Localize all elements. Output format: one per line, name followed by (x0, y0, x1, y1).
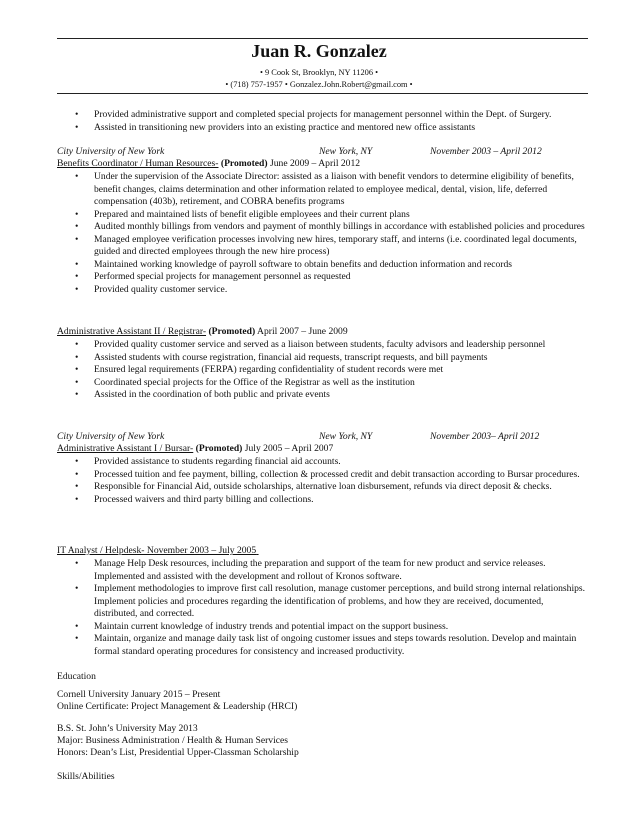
education-line: B.S. St. John’s University May 2013 (57, 723, 198, 734)
education-line: Major: Business Administration / Health & Human Services (57, 735, 289, 746)
skills-heading: Skills/Abilities (57, 771, 115, 782)
employer-dates: November 2003– April 2012 (430, 431, 540, 442)
employer-dates: November 2003 – April 2012 (430, 146, 542, 157)
employer-name: City University of New York (57, 431, 165, 442)
list-item: • Maintained working knowledge of payroll software to obtain benefits and deduction information and records (57, 259, 588, 272)
job-dates: November 2003 – July 2005 (144, 545, 257, 556)
promoted-label: (Promoted) (220, 158, 268, 169)
promoted-label: (Promoted) (208, 326, 256, 337)
list-item: • Audited monthly billings from vendors and payment of monthly billings in accordance with established policies and procedures (57, 221, 588, 234)
list-item: • Assisted students with course registration, financial aid requests, transcript requests, and bill payments (57, 352, 588, 365)
address-line: • 9 Cook St, Brooklyn, NY 11206 • (259, 68, 379, 77)
list-item: • Maintain, organize and manage daily task list of ongoing customer issues and steps towards resolution. Develop and maintain formal standard operating procedures for consistency and increased productivity. (57, 633, 588, 658)
job-bullet-list (57, 339, 588, 402)
trailing-underline (256, 545, 258, 556)
list-item: • Provided assistance to students regarding financial aid accounts. (57, 456, 588, 469)
job-title: Administrative Assistant I / Bursar- (57, 443, 194, 454)
list-item: • Implement methodologies to improve first call resolution, manage customer perceptions, and build strong internal relationships. Implement policies and procedures regarding the identification of problems, and how they are received, documented, distributed, and corrected. (57, 583, 588, 621)
header-rule (57, 93, 588, 94)
job-heading (57, 545, 588, 558)
list-item: • Provided quality customer service and served as a liaison between students, faculty advisors and leadership personnel (57, 339, 588, 352)
top-rule (57, 38, 588, 39)
job-title: IT Analyst / Helpdesk- (57, 545, 145, 556)
promoted-label: (Promoted) (195, 443, 243, 454)
list-item: • Provided administrative support and completed special projects for management personnel within the Dept. of Surgery. (57, 109, 588, 122)
list-item: • Performed special projects for management personnel as requested (57, 271, 588, 284)
job-bullet-list (57, 171, 588, 296)
education-line: Online Certificate: Project Management & Leadership (HRCI) (57, 701, 298, 712)
list-item: • Maintain current knowledge of industry trends and potential impact on the support business. (57, 621, 588, 634)
job-dates: June 2009 – April 2012 (267, 158, 361, 169)
education-line: Cornell University January 2015 – Present (57, 689, 221, 700)
job-dates: April 2007 – June 2009 (255, 326, 348, 337)
job-bullet-list (57, 558, 588, 658)
list-item: • Under the supervision of the Associate Director: assisted as a liaison with benefit vendors to determine eligibility of benefits, benefit changes, claims determination and other information related to employee medical, dental, vision, life, deferred compensation (403b), retirement, and COBRA benefits programs (57, 171, 588, 209)
top-bullet-list (57, 109, 588, 134)
education-line: Honors: Dean’s List, Presidential Upper-Classman Scholarship (57, 747, 299, 758)
list-item: • Responsible for Financial Aid, outside scholarships, alternative loan disbursement, refunds via direct deposit & checks. (57, 481, 588, 494)
list-item: • Prepared and maintained lists of benefit eligible employees and their current plans (57, 209, 588, 222)
job-title: Administrative Assistant II / Registrar- (57, 326, 207, 337)
candidate-name: Juan R. Gonzalez (251, 41, 387, 61)
list-item: • Provided quality customer service. (57, 284, 588, 297)
employer-name: City University of New York (57, 146, 165, 157)
job-dates: July 2005 – April 2007 (242, 443, 334, 454)
education-heading: Education (57, 671, 96, 682)
employer-location: New York, NY (319, 146, 373, 157)
list-item: • Assisted in transitioning new providers into an existing practice and mentored new office assistants (57, 122, 588, 135)
list-item: • Assisted in the coordination of both public and private events (57, 389, 588, 402)
contact-line: • (718) 757-1957 • Gonzalez.John.Robert@gmail.com • (225, 80, 413, 89)
employer-location: New York, NY (319, 431, 373, 442)
list-item: • Processed tuition and fee payment, billing, collection & processed credit and debit transaction according to Bursar procedures. (57, 469, 588, 482)
job-heading (57, 158, 588, 171)
job-bullet-list (57, 456, 588, 506)
list-item: • Managed employee verification processes involving new hires, temporary staff, and interns (i.e. coordinated legal documents, guided and directed employees through the new hire process) (57, 234, 588, 259)
list-item: • Manage Help Desk resources, including the preparation and support of the team for new product and service releases. Implemented and assisted with the development and rollout of Kronos software. (57, 558, 588, 583)
job-heading (57, 326, 588, 339)
job-title: Benefits Coordinator / Human Resources- (57, 158, 219, 169)
job-heading (57, 443, 588, 456)
list-item: • Coordinated special projects for the Office of the Registrar as well as the institution (57, 377, 588, 390)
list-item: • Ensured legal requirements (FERPA) regarding confidentiality of student records were met (57, 364, 588, 377)
list-item: • Processed waivers and third party billing and collections. (57, 494, 588, 507)
